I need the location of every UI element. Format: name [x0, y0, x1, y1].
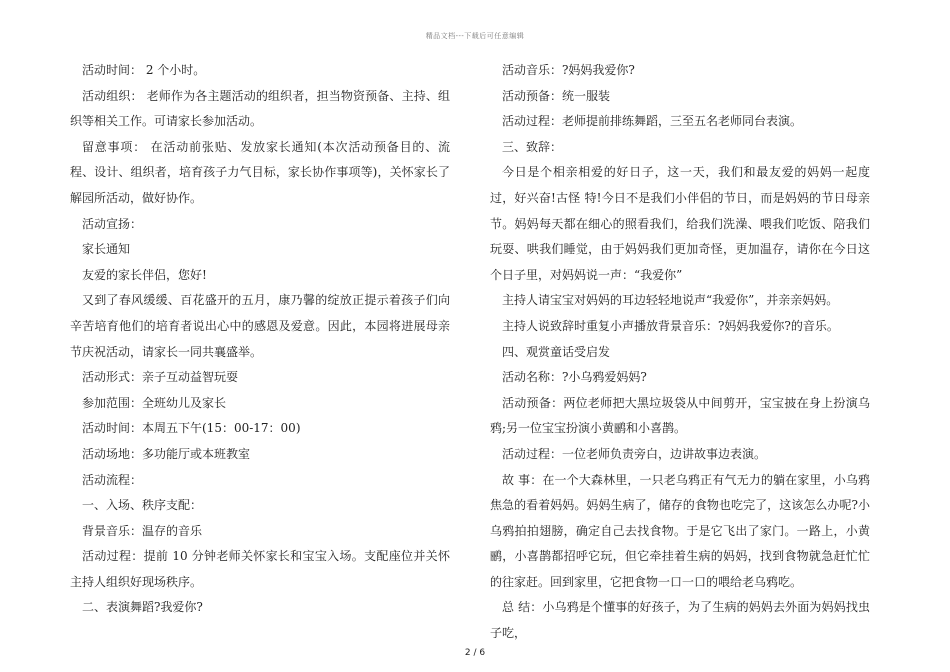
- page-number: 2 / 6: [464, 648, 486, 658]
- paragraph: 活动宣扬：: [82, 216, 143, 231]
- paragraph: 活动过程：一位老师负责旁白，边讲故事边表演。: [502, 446, 767, 461]
- paragraph: 活动过程：提前 10 分钟老师关怀家长和宝宝入场。支配座位并关怀主持人组织好现场秩序。: [70, 549, 450, 589]
- paragraph: 三、致辞：: [502, 139, 563, 154]
- paragraph: 活动名称：?小乌鸦爱妈妈?: [502, 370, 647, 385]
- paragraph: 故 事：在一个大森林里，一只老乌鸦正有气无力的躺在家里，小乌鸦焦急的看着妈妈。妈妈生病了，储存的食物也吃完了，这该怎么办呢?小乌鸦拍拍翅膀，确定自己去找食物。于是它飞出了家门。一路上，小黄鹂，小喜鹊都招呼它玩，但它牵挂着生病的妈妈，找到食物就急赶忙忙的往家赶。回到家里，它把食物一口一口的喂给老乌鸦吃。: [490, 472, 870, 589]
- paragraph: 活动场地：多功能厅或本班教室: [82, 446, 251, 461]
- paragraph: 主持人请宝宝对妈妈的耳边轻轻地说声“我爱你”，并亲亲妈妈。: [502, 293, 839, 308]
- right-text-column: [490, 58, 870, 647]
- paragraph: 活动时间：本周五下午(15：00-17：00): [82, 421, 301, 436]
- page-header-note: 精品文档---下载后可任意编辑: [425, 32, 525, 40]
- paragraph: 活动预备：统一服装: [502, 88, 611, 103]
- paragraph: 总 结：小乌鸦是个懂事的好孩子，为了生病的妈妈去外面为妈妈找虫子吃，: [490, 600, 870, 641]
- paragraph: 活动时间： 2 个小时。: [82, 63, 206, 77]
- paragraph: 二、表演舞蹈?我爱你?: [82, 600, 203, 615]
- paragraph: 背景音乐：温存的音乐: [82, 523, 203, 538]
- paragraph: 一、入场、秩序支配：: [82, 498, 203, 513]
- paragraph: 又到了春风缓缓、百花盛开的五月，康乃馨的绽放正提示着孩子们向辛苦培育他们的培育者说出心中的感恩及爱意。因此，本园将进展母亲节庆祝活动，请家长一同共襄盛举。: [70, 293, 450, 359]
- paragraph: 主持人说致辞时重复小声播放背景音乐：?妈妈我爱你?的音乐。: [502, 318, 839, 333]
- paragraph: 活动流程：: [82, 472, 143, 487]
- paragraph: 活动音乐：?妈妈我爱你?: [502, 63, 635, 77]
- left-text-column: [70, 58, 450, 621]
- paragraph: 四、观赏童话受启发: [502, 344, 611, 359]
- paragraph: 活动预备：两位老师把大黑垃圾袋从中间剪开，宝宝披在身上扮演乌鸦;另一位宝宝扮演小黄鹂和小喜鹊。: [490, 395, 870, 436]
- paragraph: 活动组织： 老师作为各主题活动的组织者，担当物资预备、主持、组织等相关工作。可请家长参加活动。: [70, 88, 450, 129]
- paragraph: 活动形式：亲子互动益智玩耍: [82, 370, 239, 385]
- paragraph: 参加范围：全班幼儿及家长: [82, 395, 227, 410]
- paragraph: 友爱的家长伴侣，您好!: [82, 267, 207, 282]
- paragraph: 今日是个相亲相爱的好日子，这一天，我们和最友爱的妈妈一起度过，好兴奋!古怪 特!今日不是我们小伴侣的节日，而是妈妈的节日母亲节。妈妈每天都在细心的照看我们，给我们洗澡、喂我们吃饭、陪我们玩耍、哄我们睡觉，由于妈妈我们更加奇怪，更加温存，请你在今日这个日子里，对妈妈说一声：“我爱你”: [490, 165, 870, 282]
- paragraph: 活动过程：老师提前排练舞蹈，三至五名老师同台表演。: [502, 114, 803, 129]
- paragraph: 留意事项： 在活动前张贴、发放家长通知(本次活动预备目的、流程、设计、组织者，培育孩子力气目标，家长协作事项等)，关怀家长了解园所活动，做好协作。: [70, 139, 450, 205]
- paragraph: 家长通知: [82, 242, 131, 257]
